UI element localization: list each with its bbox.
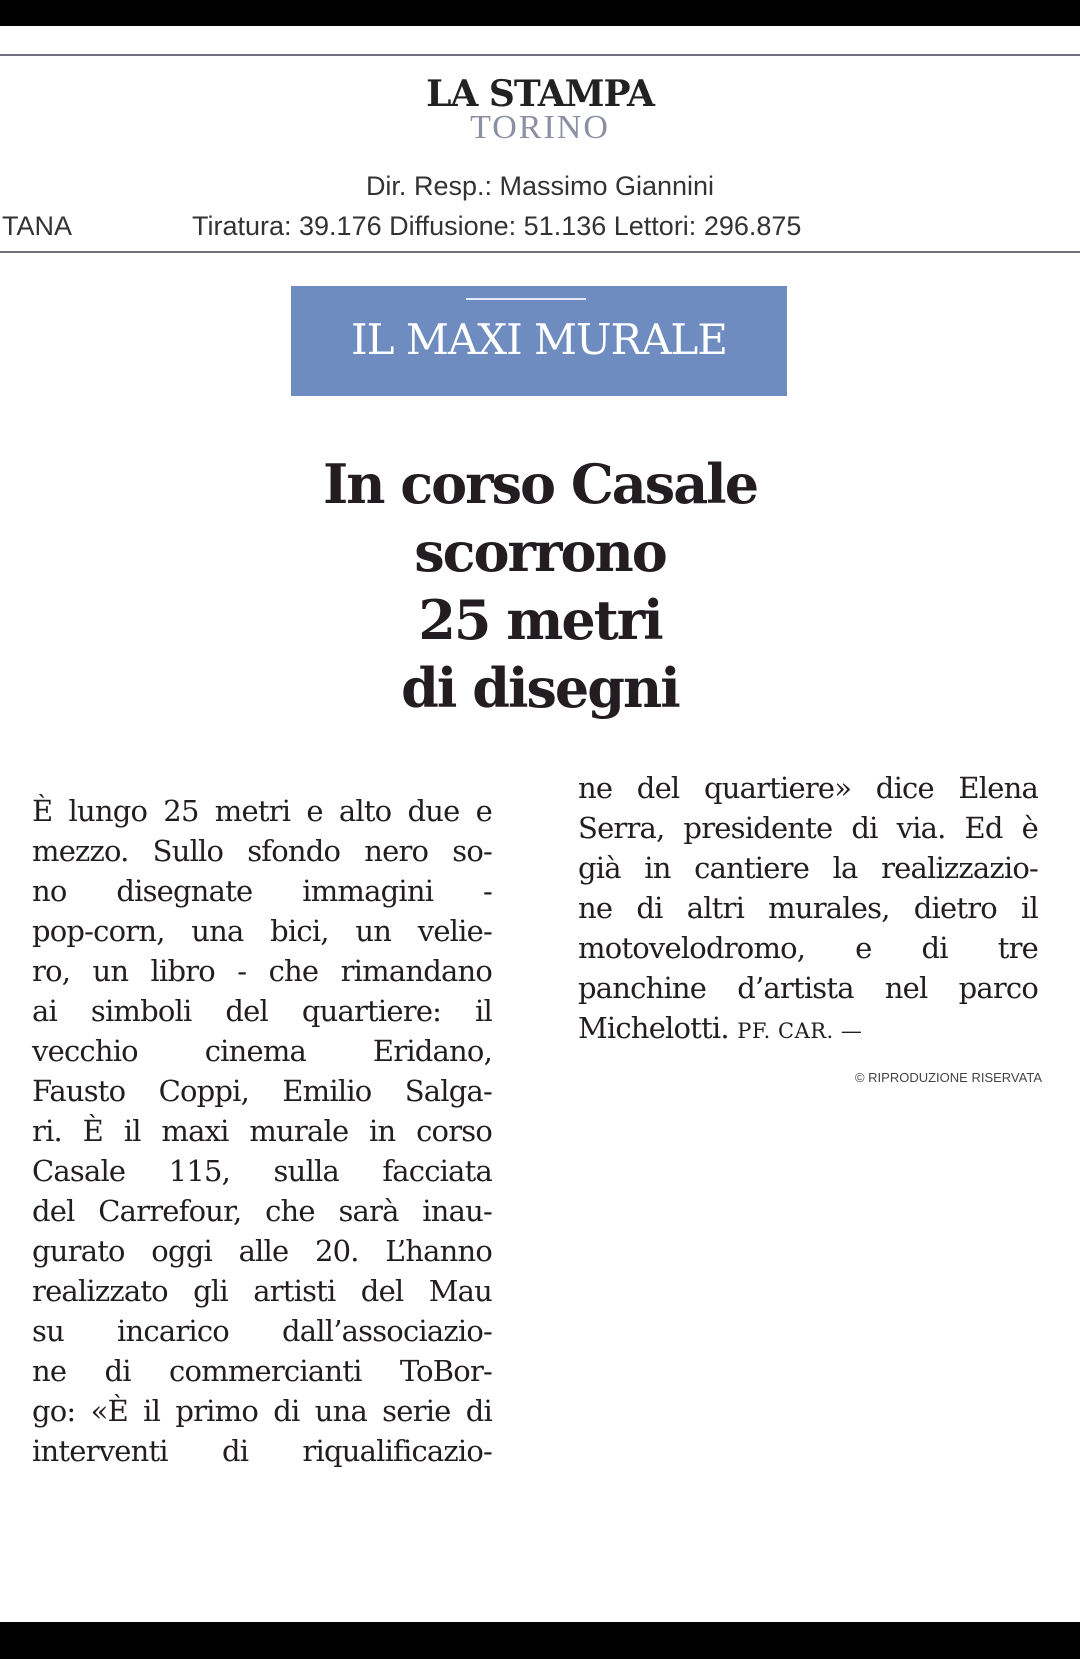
body-line: motovelodromo, e di tre (578, 931, 1038, 965)
body-line: Casale 115, sulla facciata (32, 1154, 492, 1188)
body-line: ne di commercianti ToBor- (32, 1354, 492, 1388)
body-last-line (578, 1008, 1038, 1051)
body-line: realizzato gli artisti del Mau (32, 1274, 492, 1308)
body-line: ro, un libro - che rimandano (32, 954, 492, 988)
source-fragment: TANA (2, 211, 73, 241)
body-line: vecchio cinema Eridano, (32, 1034, 492, 1068)
body-line: Serra, presidente di via. Ed è (578, 811, 1038, 845)
headline-line: di disegni (401, 656, 679, 720)
bottom-black-bar (0, 1622, 1080, 1659)
section-banner-line (466, 298, 586, 300)
headline-line: scorrono (414, 520, 666, 584)
body-line: È lungo 25 metri e alto due e (32, 794, 492, 828)
top-black-bar (0, 0, 1080, 26)
header-bottom-rule (0, 251, 1080, 253)
masthead-logo: LA STAMPA (426, 73, 654, 115)
article-column-right (578, 768, 1038, 1051)
header-top-rule (0, 54, 1080, 56)
headline-line: In corso Casale (322, 452, 758, 516)
body-line: no disegnate immagini - (32, 874, 492, 908)
body-line: pop-corn, una bici, un velie- (32, 914, 492, 948)
body-line: già in cantiere la realizzazio- (578, 851, 1038, 885)
article-column-left (32, 791, 492, 1471)
body-line: interventi di riqualificazio- (32, 1434, 492, 1468)
section-label: IL MAXI MURALE (351, 315, 727, 364)
copyright-notice: © RIPRODUZIONE RISERVATA (854, 1070, 1042, 1085)
body-line: ri. È il maxi murale in corso (32, 1114, 492, 1148)
body-line: del Carrefour, che sarà inau- (32, 1194, 492, 1228)
body-line: gurato oggi alle 20. L’hanno (32, 1234, 492, 1268)
director-line: Dir. Resp.: Massimo Giannini (365, 171, 715, 201)
body-line: ai simboli del quartiere: il (32, 994, 492, 1028)
section-banner (291, 286, 787, 396)
body-line: Michelotti. (578, 1011, 729, 1045)
body-line: mezzo. Sullo sfondo nero so- (32, 834, 492, 868)
body-line: ne di altri murales, dietro il (578, 891, 1038, 925)
body-line: panchine d’artista nel parco (578, 971, 1038, 1005)
article-headline (200, 450, 880, 722)
body-line: ne del quartiere» dice Elena (578, 771, 1038, 805)
headline-line: 25 metri (418, 588, 662, 652)
circulation-stats: Tiratura: 39.176 Diffusione: 51.136 Lettori: 296.875 (192, 211, 802, 241)
body-line: go: «È il primo di una serie di (32, 1394, 492, 1428)
body-line: su incarico dall’associazio- (32, 1314, 492, 1348)
author-byline: PF. CAR. — (737, 1019, 863, 1043)
edition-label: TORINO (470, 109, 610, 146)
body-line: Fausto Coppi, Emilio Salga- (32, 1074, 492, 1108)
